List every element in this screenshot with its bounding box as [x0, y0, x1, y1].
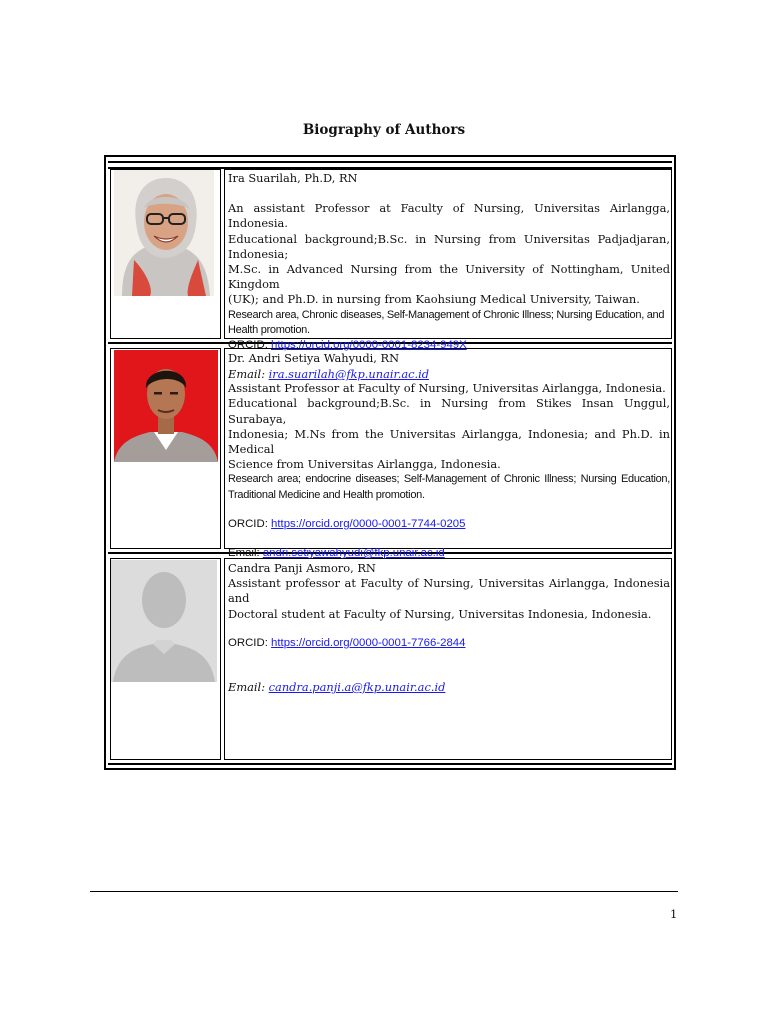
orcid-label: ORCID:: [228, 636, 268, 649]
bio-line: M.Sc. in Advanced Nursing from the University of Nottingham, United Kingdom: [228, 262, 670, 292]
orcid-label: ORCID:: [228, 339, 268, 352]
bio-line: An assistant Professor at Faculty of Nursing, Universitas Airlangga, Indonesia.: [228, 201, 670, 231]
bio-line: Educational background;B.Sc. in Nursing from Universitas Padjadjaran, Indonesia;: [228, 231, 670, 261]
author-photo-1: [114, 170, 214, 296]
bio-line: Science from Universitas Airlangga, Indonesia.: [228, 457, 501, 472]
orcid-link[interactable]: https://orcid.org/0000-0001-7766-2844: [271, 636, 466, 649]
author-name: Dr. Andri Setiya Wahyudi, RN: [228, 351, 400, 365]
author-photo-3-placeholder: [111, 560, 217, 682]
research-area: Research area, Chronic diseases, Self-Management of Chronic Illness; Nursing Education, and Health promotion.: [228, 308, 665, 336]
bio-line: Assistant Professor at Faculty of Nursing, Universitas Airlangga, Indonesia.: [228, 381, 666, 396]
email-label: Email:: [228, 367, 266, 382]
orcid-link[interactable]: https://orcid.org/0000-0001-7744-0205: [271, 517, 466, 530]
email-link[interactable]: candra.panji.a@fkp.unair.ac.id: [268, 680, 446, 695]
table-top-rule: [108, 161, 672, 163]
page-number: 1: [670, 907, 678, 921]
orcid-link[interactable]: https://orcid.org/0000-0001-8234-949X: [271, 339, 467, 352]
bio-line: Assistant professor at Faculty of Nursing, Universitas Airlangga, Indonesia and: [228, 576, 670, 606]
table-bottom-rule: [108, 763, 672, 765]
bio-line: Doctoral student at Faculty of Nursing, Universitas Indonesia, Indonesia.: [228, 606, 652, 621]
page-title: Biography of Authors: [302, 122, 466, 138]
author-bio-3: [228, 561, 670, 695]
email-label: Email:: [228, 680, 266, 695]
author-bio-2: [228, 351, 670, 561]
footer-rule: [90, 891, 678, 892]
orcid-label: ORCID:: [228, 517, 268, 530]
author-name: Ira Suarilah, Ph.D, RN: [228, 171, 358, 185]
bio-line: (UK); and Ph.D. in nursing from Kaohsiung Medical University, Taiwan.: [228, 292, 640, 307]
bio-line: Educational background;B.Sc. in Nursing from Stikes Insan Unggul, Surabaya,: [228, 396, 670, 426]
author-photo-2: [114, 350, 218, 462]
research-area: Research area; endocrine diseases; Self-Management of Chronic Illness; Nursing Education, Traditional Medicine and Health promotion.: [228, 473, 670, 501]
author-name: Candra Panji Asmoro, RN: [228, 561, 376, 575]
email-link[interactable]: andri.setiyawahyudi@fkp.unair.ac.id: [262, 547, 445, 560]
email-label: Email:: [228, 547, 260, 560]
bio-line: Indonesia; M.Ns from the Universitas Airlangga, Indonesia; and Ph.D. in Medical: [228, 426, 670, 457]
email-link[interactable]: ira.suarilah@fkp.unair.ac.id: [268, 367, 430, 382]
